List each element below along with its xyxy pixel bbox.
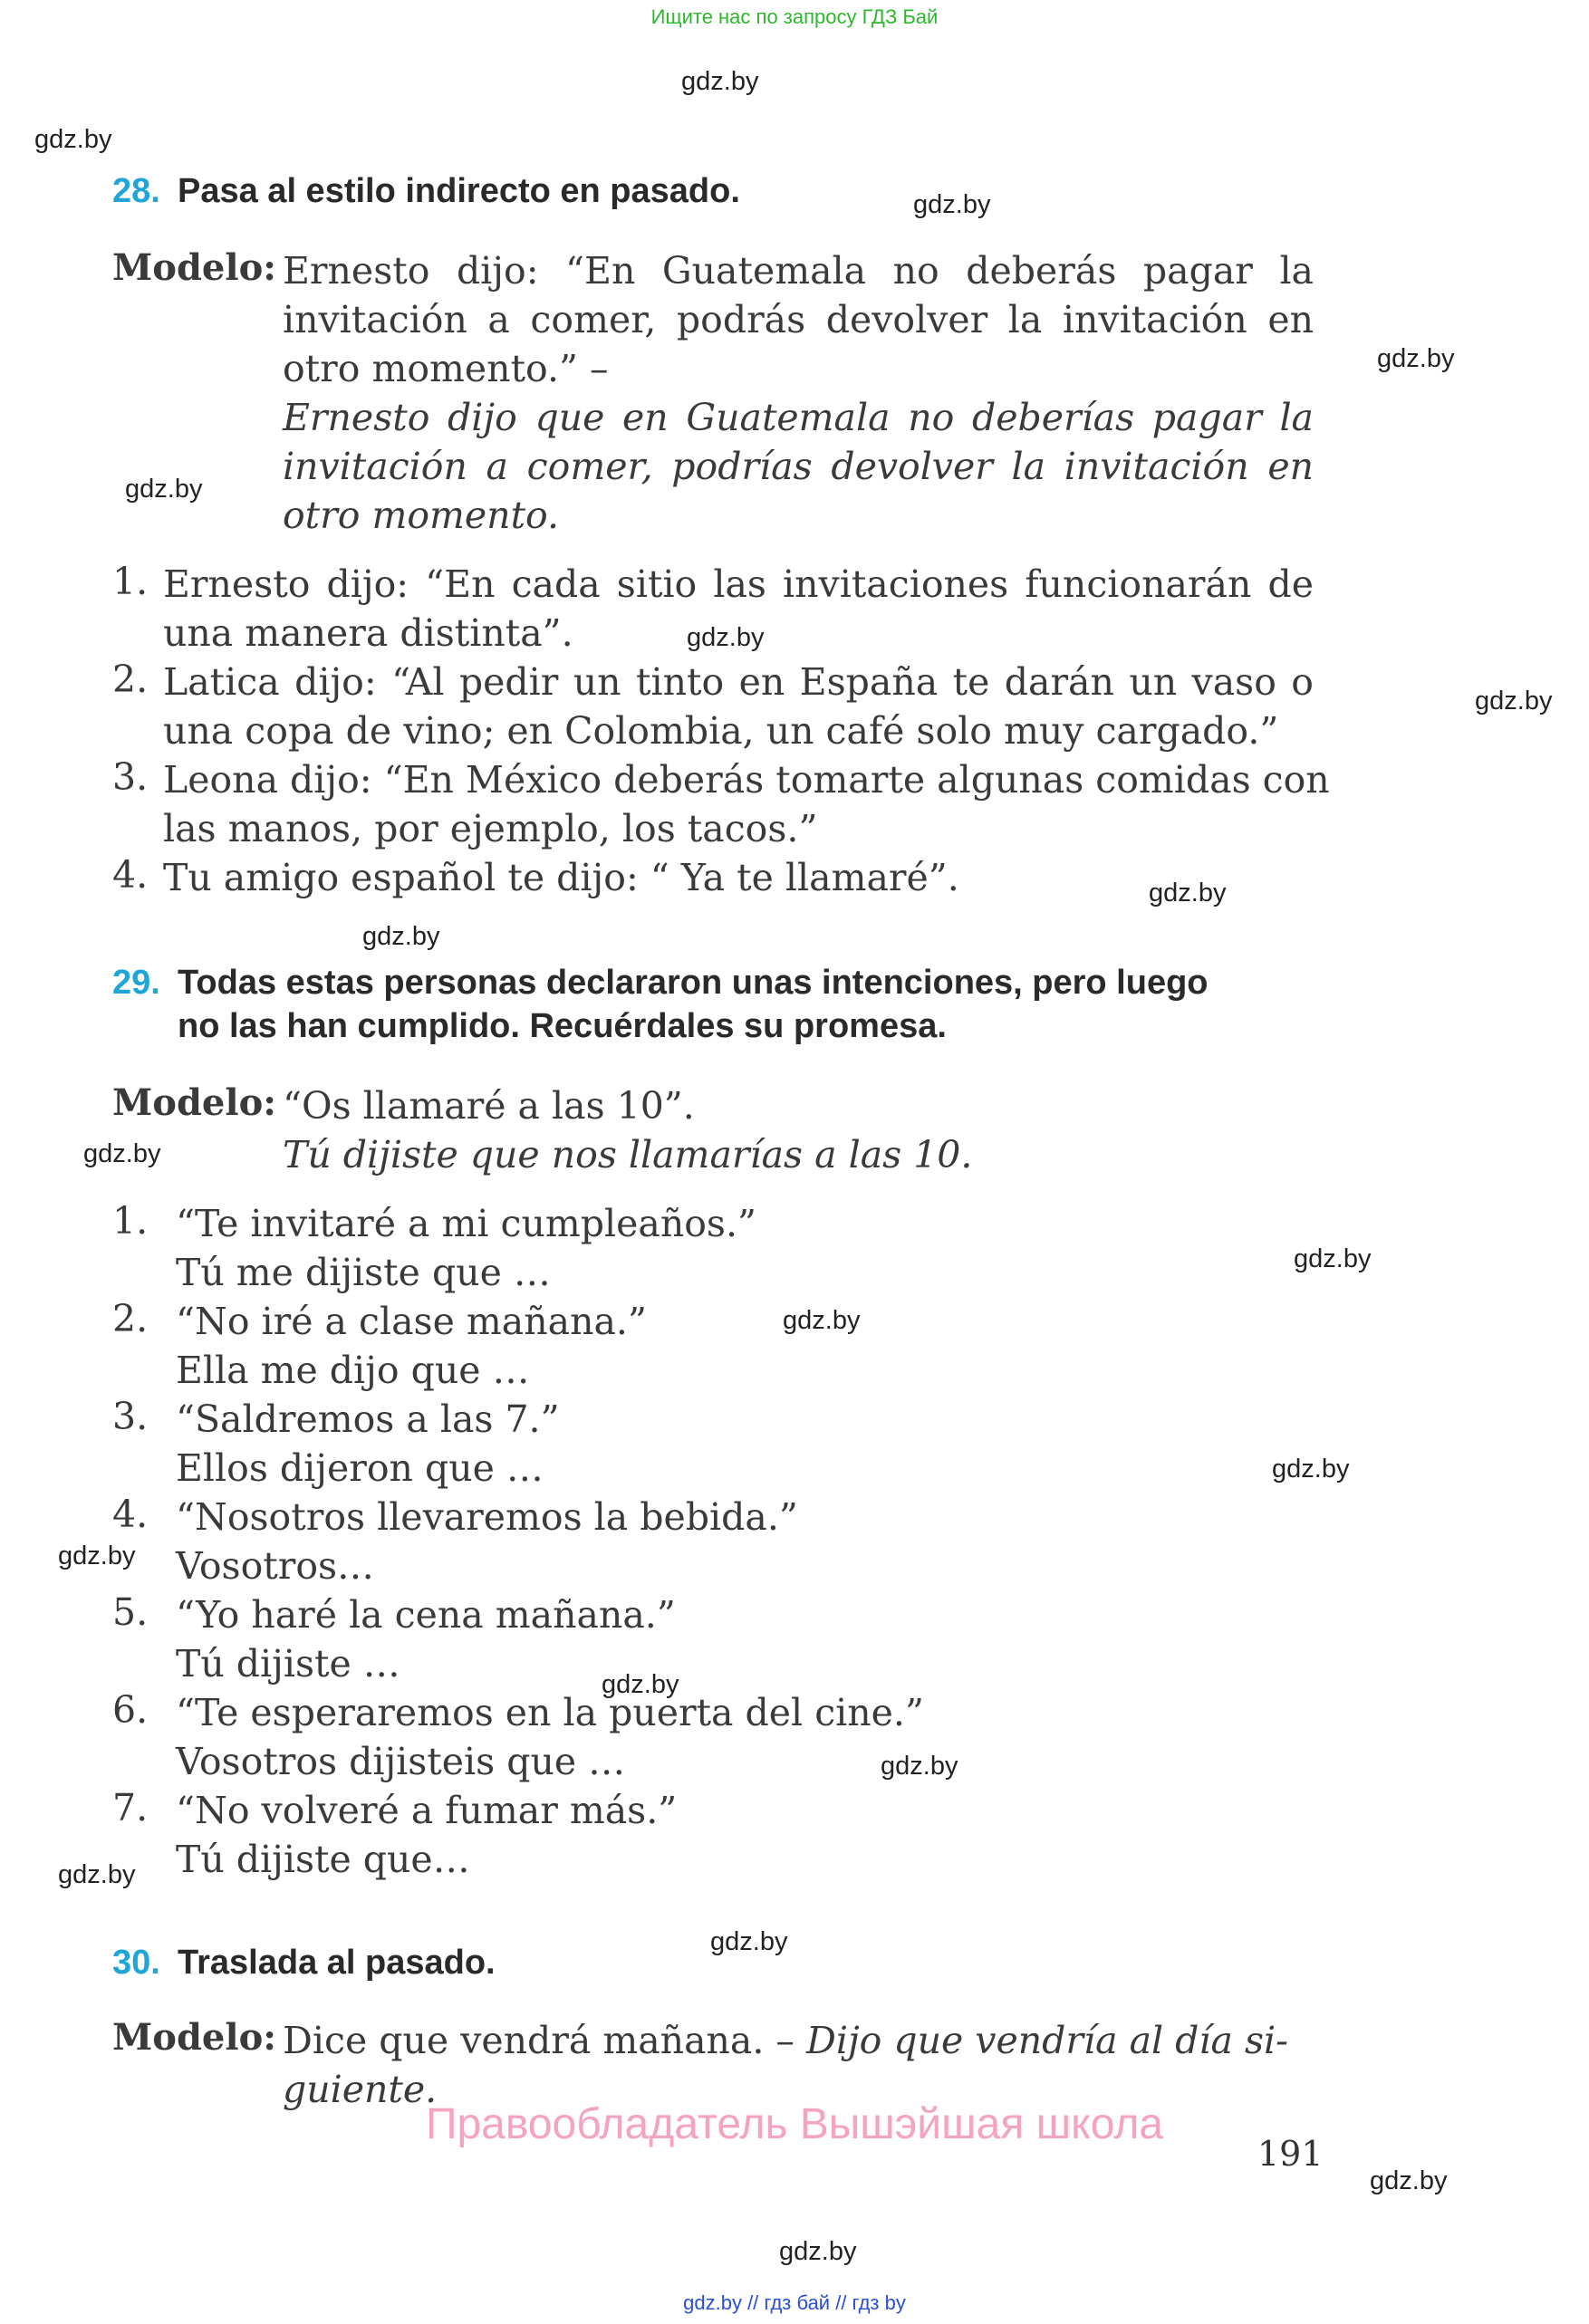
watermark: gdz.by: [681, 67, 759, 96]
exercise-title: Traslada al pasado.: [178, 1944, 496, 1982]
watermark: gdz.by: [1272, 1455, 1350, 1484]
list-item-quote: “No volveré a fumar más.”: [176, 1789, 678, 1832]
list-item-number: 5.: [112, 1590, 149, 1634]
copyright-holder: Правообладатель Вышэйшая школа: [425, 2100, 1164, 2148]
watermark: gdz.by: [125, 475, 203, 504]
list-item-number: 3.: [112, 1395, 149, 1438]
list-item-answer: Vosotros dijisteis que …: [176, 1740, 626, 1783]
watermark: gdz.by: [1149, 879, 1227, 908]
watermark: gdz.by: [1377, 344, 1455, 373]
watermark: gdz.by: [58, 1541, 136, 1570]
list-item-number: 2.: [112, 658, 149, 701]
list-item-answer: Tú dijiste que…: [176, 1838, 470, 1881]
modelo-label: Modelo:: [112, 1081, 277, 1124]
exercise-29-heading: [112, 960, 1209, 1005]
modelo-answer-line: guiente.: [283, 2068, 438, 2111]
modelo-label: Modelo:: [112, 2016, 277, 2059]
watermark: gdz.by: [779, 2237, 857, 2266]
exercise-number: 29.: [112, 964, 160, 1002]
list-item-answer: Ellos dijeron que …: [176, 1446, 544, 1490]
list-item-number: 2.: [112, 1297, 149, 1340]
list-item-answer: Tú me dijiste que …: [176, 1251, 551, 1294]
watermark: gdz.by: [34, 125, 112, 154]
list-item-quote: “Te invitaré a mi cumpleaños.”: [176, 1202, 756, 1245]
top-banner[interactable]: Ищите нас по запросу ГДЗ Бай: [650, 5, 939, 28]
watermark: gdz.by: [1294, 1244, 1372, 1273]
list-item-line: Tu amigo español te dijo: “ Ya te llamaré”.: [163, 856, 959, 899]
modelo-text-line: [283, 2016, 1288, 2065]
modelo-text-line: otro momento.” –: [283, 347, 609, 390]
watermark: gdz.by: [83, 1139, 161, 1168]
watermark: gdz.by: [58, 1860, 136, 1889]
modelo-answer-line: Ernesto dijo que en Guatemala no deberías pagar la: [283, 396, 1314, 439]
bottom-links[interactable]: gdz.by // гдз бай // гдз by: [683, 2291, 906, 2314]
list-item-number: 1.: [112, 1199, 149, 1243]
list-item-quote: “Te esperaremos en la puerta del cine.”: [176, 1691, 924, 1734]
watermark: gdz.by: [881, 1752, 958, 1781]
watermark: gdz.by: [687, 623, 765, 652]
list-item-number: 4.: [112, 853, 149, 897]
modelo-answer-line: otro momento.: [283, 494, 560, 537]
modelo-answer: Dijo que vendría al día si-: [805, 2019, 1289, 2062]
watermark: gdz.by: [783, 1306, 861, 1335]
list-item-quote: “No iré a clase mañana.”: [176, 1300, 647, 1343]
page-number: 191: [1257, 2134, 1324, 2174]
list-item-quote: “Yo haré la cena mañana.”: [176, 1593, 676, 1637]
modelo-text-line: “Os llamaré a las 10”.: [283, 1084, 695, 1128]
list-item-answer: Tú dijiste …: [176, 1642, 400, 1685]
list-item-number: 4.: [112, 1493, 149, 1536]
list-item-answer: Ella me dijo que …: [176, 1349, 530, 1392]
exercise-30-heading: [112, 1940, 496, 1985]
list-item-line: Ernesto dijo: “En cada sitio las invitaciones funcionarán de: [163, 562, 1314, 606]
modelo-text-line: invitación a comer, podrás devolver la invitación en: [283, 298, 1314, 341]
exercise-28-heading: [112, 168, 740, 214]
watermark: gdz.by: [710, 1927, 788, 1956]
exercise-title-line: no las han cumplido. Recuérdales su promesa.: [178, 1007, 947, 1045]
modelo-plain: Dice que vendrá mañana. –: [283, 2019, 806, 2062]
list-item-line: Leona dijo: “En México deberás tomarte algunas comidas con: [163, 758, 1330, 802]
watermark: gdz.by: [1475, 687, 1553, 715]
watermark: gdz.by: [362, 922, 440, 951]
list-item-quote: “Saldremos a las 7.”: [176, 1397, 560, 1441]
watermark: gdz.by: [913, 190, 991, 219]
list-item-number: 1.: [112, 560, 149, 603]
list-item-number: 3.: [112, 755, 149, 799]
exercise-title: Pasa al estilo indirecto en pasado.: [178, 172, 740, 210]
modelo-label: Modelo:: [112, 246, 277, 289]
exercise-title-line: Todas estas personas declararon unas intenciones, pero luego: [178, 964, 1209, 1002]
list-item-line: una copa de vino; en Colombia, un café solo muy cargado.”: [163, 709, 1279, 753]
list-item-line: una manera distinta”.: [163, 611, 573, 655]
exercise-number: 30.: [112, 1944, 160, 1982]
modelo-answer-line: Tú dijiste que nos llamarías a las 10.: [283, 1133, 973, 1176]
modelo-answer-line: invitación a comer, podrías devolver la invitación en: [283, 445, 1314, 488]
list-item-line: las manos, por ejemplo, los tacos.”: [163, 807, 818, 850]
list-item-quote: “Nosotros llevaremos la bebida.”: [176, 1495, 798, 1539]
watermark: gdz.by: [602, 1670, 679, 1699]
list-item-number: 7.: [112, 1786, 149, 1829]
list-item-number: 6.: [112, 1688, 149, 1732]
modelo-text-line: Ernesto dijo: “En Guatemala no deberás pagar la: [283, 249, 1314, 293]
watermark: gdz.by: [1370, 2166, 1448, 2195]
list-item-line: Latica dijo: “Al pedir un tinto en España te darán un vaso o: [163, 660, 1314, 704]
list-item-answer: Vosotros…: [176, 1544, 375, 1588]
exercise-number: 28.: [112, 172, 160, 210]
